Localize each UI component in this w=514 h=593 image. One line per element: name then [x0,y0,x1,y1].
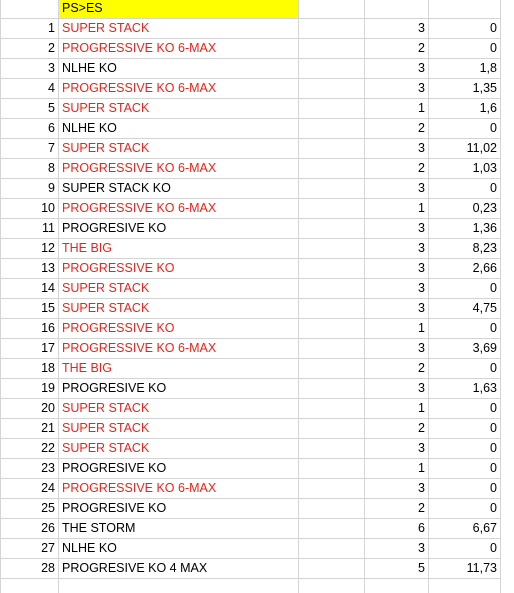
empty-cell[interactable] [299,399,365,419]
row-number-cell[interactable]: 24 [1,479,59,499]
count-cell[interactable]: 2 [365,419,429,439]
count-cell[interactable]: 3 [365,79,429,99]
empty-cell[interactable] [299,519,365,539]
empty-cell[interactable] [299,199,365,219]
value-cell[interactable]: 0 [429,419,501,439]
value-cell[interactable]: 4,75 [429,299,501,319]
empty-cell[interactable] [299,479,365,499]
row-number-cell[interactable]: 27 [1,539,59,559]
tournament-name-cell[interactable]: PROGRESIVE KO [59,219,299,239]
value-cell[interactable]: 2,66 [429,259,501,279]
value-cell[interactable]: 0 [429,179,501,199]
value-cell[interactable]: 0 [429,399,501,419]
table-row [1,259,501,279]
empty-cell[interactable] [299,59,365,79]
table-row [1,179,501,199]
tournament-name-cell[interactable]: PROGRESIVE KO [59,459,299,479]
header-empty-cell[interactable] [299,0,365,19]
count-cell[interactable]: 3 [365,299,429,319]
table-row [1,339,501,359]
tournament-name-cell[interactable]: PROGRESSIVE KO [59,259,299,279]
value-cell[interactable]: 0 [429,119,501,139]
tournament-name-cell[interactable]: PROGRESSIVE KO 6-MAX [59,159,299,179]
row-number-cell[interactable]: 19 [1,379,59,399]
table-row [1,539,501,559]
value-cell[interactable]: 6,67 [429,519,501,539]
header-index-cell[interactable] [1,0,59,19]
count-cell[interactable]: 3 [365,479,429,499]
row-number-cell[interactable]: 14 [1,279,59,299]
table-row [1,119,501,139]
row-number-cell[interactable]: 20 [1,399,59,419]
value-cell[interactable]: 0 [429,479,501,499]
row-number-cell[interactable]: 5 [1,99,59,119]
value-cell[interactable]: 0 [429,499,501,519]
tournament-name-cell[interactable]: PROGRESSIVE KO 6-MAX [59,479,299,499]
row-number-cell[interactable]: 22 [1,439,59,459]
tournament-name-cell[interactable]: PROGRESSIVE KO 6-MAX [59,79,299,99]
header-empty-cell[interactable] [365,0,429,19]
empty-cell[interactable] [299,259,365,279]
empty-cell[interactable] [429,579,501,593]
count-cell[interactable]: 1 [365,319,429,339]
table-row [1,439,501,459]
empty-cell[interactable] [299,279,365,299]
empty-cell[interactable] [299,499,365,519]
empty-cell[interactable] [365,579,429,593]
table-row [1,499,501,519]
header-empty-cell[interactable] [429,0,501,19]
count-cell[interactable]: 3 [365,279,429,299]
table-row [1,39,501,59]
tournament-name-cell[interactable]: NLHE KO [59,59,299,79]
tournament-name-cell[interactable]: PROGRESIVE KO [59,499,299,519]
tournament-name-cell[interactable]: PROGRESSIVE KO 6-MAX [59,339,299,359]
grid-body [1,0,501,593]
tournament-name-cell[interactable]: SUPER STACK [59,439,299,459]
row-number-cell[interactable]: 11 [1,219,59,239]
count-cell[interactable]: 2 [365,39,429,59]
value-cell[interactable]: 1,35 [429,79,501,99]
count-cell[interactable]: 3 [365,379,429,399]
table-row [1,99,501,119]
row-number-cell[interactable]: 9 [1,179,59,199]
table-row [1,519,501,539]
tournament-name-cell[interactable]: NLHE KO [59,539,299,559]
empty-cell[interactable] [299,419,365,439]
empty-cell[interactable] [299,339,365,359]
value-cell[interactable]: 11,02 [429,139,501,159]
count-cell[interactable]: 3 [365,19,429,39]
empty-cell[interactable] [299,239,365,259]
row-number-cell[interactable]: 26 [1,519,59,539]
count-cell[interactable]: 1 [365,199,429,219]
tournament-name-cell[interactable]: PROGRESSIVE KO [59,319,299,339]
empty-cell[interactable] [299,319,365,339]
table-row [1,59,501,79]
count-cell[interactable]: 3 [365,539,429,559]
empty-cell[interactable] [299,439,365,459]
value-cell[interactable]: 0 [429,539,501,559]
empty-cell[interactable] [299,79,365,99]
value-cell[interactable]: 8,23 [429,239,501,259]
tournament-name-cell[interactable]: THE BIG [59,239,299,259]
table-row [1,219,501,239]
count-cell[interactable]: 2 [365,359,429,379]
row-number-cell[interactable]: 13 [1,259,59,279]
count-cell[interactable]: 5 [365,559,429,579]
count-cell[interactable]: 2 [365,159,429,179]
count-cell[interactable]: 3 [365,139,429,159]
row-number-cell[interactable]: 25 [1,499,59,519]
count-cell[interactable]: 3 [365,219,429,239]
table-row [1,299,501,319]
tournament-name-cell[interactable]: SUPER STACK [59,299,299,319]
row-number-cell[interactable]: 4 [1,79,59,99]
tournament-name-cell[interactable]: PROGRESSIVE KO 6-MAX [59,39,299,59]
tournament-name-cell[interactable]: SUPER STACK [59,419,299,439]
empty-cell[interactable] [299,379,365,399]
empty-cell[interactable] [299,579,365,593]
row-number-cell[interactable]: 17 [1,339,59,359]
count-cell[interactable]: 3 [365,179,429,199]
value-cell[interactable]: 0 [429,319,501,339]
tournament-name-cell[interactable]: PROGRESIVE KO [59,379,299,399]
row-number-cell[interactable]: 18 [1,359,59,379]
row-number-cell[interactable]: 1 [1,19,59,39]
value-cell[interactable]: 1,8 [429,59,501,79]
table-row [1,559,501,579]
tournament-name-cell[interactable]: SUPER STACK [59,399,299,419]
value-cell[interactable]: 3,69 [429,339,501,359]
empty-cell[interactable] [299,19,365,39]
count-cell[interactable]: 2 [365,119,429,139]
value-cell[interactable]: 1,03 [429,159,501,179]
value-cell[interactable]: 0 [429,459,501,479]
value-cell[interactable]: 0 [429,39,501,59]
empty-cell[interactable] [1,579,59,593]
empty-cell[interactable] [299,39,365,59]
table-row [1,159,501,179]
value-cell[interactable]: 0 [429,19,501,39]
table-row [1,199,501,219]
table-row [1,379,501,399]
row-number-cell[interactable]: 23 [1,459,59,479]
empty-cell[interactable] [299,539,365,559]
table-row [1,319,501,339]
row-number-cell[interactable]: 21 [1,419,59,439]
row-number-cell[interactable]: 16 [1,319,59,339]
table-row [1,359,501,379]
header-row [1,0,501,19]
value-cell[interactable]: 11,73 [429,559,501,579]
tournament-name-cell[interactable]: SUPER STACK KO [59,179,299,199]
row-number-cell[interactable]: 6 [1,119,59,139]
empty-cell[interactable] [299,179,365,199]
count-cell[interactable]: 1 [365,459,429,479]
tournament-name-cell[interactable]: SUPER STACK [59,279,299,299]
table-row [1,579,501,593]
tournament-name-cell[interactable]: NLHE KO [59,119,299,139]
count-cell[interactable]: 1 [365,99,429,119]
empty-cell[interactable] [299,299,365,319]
row-number-cell[interactable]: 10 [1,199,59,219]
empty-cell[interactable] [59,579,299,593]
table-row [1,399,501,419]
row-number-cell[interactable]: 12 [1,239,59,259]
empty-cell[interactable] [299,459,365,479]
row-number-cell[interactable]: 28 [1,559,59,579]
tournament-name-cell[interactable]: PROGRESSIVE KO 6-MAX [59,199,299,219]
table-row [1,19,501,39]
count-cell[interactable]: 1 [365,399,429,419]
tournament-name-cell[interactable]: SUPER STACK [59,99,299,119]
table-row [1,279,501,299]
tournament-name-cell[interactable]: SUPER STACK [59,139,299,159]
value-cell[interactable]: 0 [429,279,501,299]
value-cell[interactable]: 0 [429,359,501,379]
value-cell[interactable]: 0 [429,439,501,459]
row-number-cell[interactable]: 7 [1,139,59,159]
tournament-name-cell[interactable]: SUPER STACK [59,19,299,39]
value-cell[interactable]: 1,6 [429,99,501,119]
row-number-cell[interactable]: 2 [1,39,59,59]
table-row [1,459,501,479]
count-cell[interactable]: 3 [365,59,429,79]
empty-cell[interactable] [299,219,365,239]
empty-cell[interactable] [299,159,365,179]
value-cell[interactable]: 1,63 [429,379,501,399]
row-number-cell[interactable]: 8 [1,159,59,179]
table-row [1,479,501,499]
table-row [1,139,501,159]
table-row [1,239,501,259]
value-cell[interactable]: 1,36 [429,219,501,239]
empty-cell[interactable] [299,119,365,139]
row-number-cell[interactable]: 15 [1,299,59,319]
tournament-name-cell[interactable]: THE STORM [59,519,299,539]
count-cell[interactable]: 3 [365,439,429,459]
header-label-cell[interactable]: PS>ES [59,0,299,19]
count-cell[interactable]: 3 [365,259,429,279]
tournament-name-cell[interactable]: THE BIG [59,359,299,379]
count-cell[interactable]: 3 [365,239,429,259]
row-number-cell[interactable]: 3 [1,59,59,79]
empty-cell[interactable] [299,139,365,159]
table-row [1,419,501,439]
empty-cell[interactable] [299,99,365,119]
tournament-name-cell[interactable]: PROGRESIVE KO 4 MAX [59,559,299,579]
value-cell[interactable]: 0,23 [429,199,501,219]
count-cell[interactable]: 6 [365,519,429,539]
count-cell[interactable]: 2 [365,499,429,519]
table-row [1,79,501,99]
empty-cell[interactable] [299,559,365,579]
empty-cell[interactable] [299,359,365,379]
count-cell[interactable]: 3 [365,339,429,359]
